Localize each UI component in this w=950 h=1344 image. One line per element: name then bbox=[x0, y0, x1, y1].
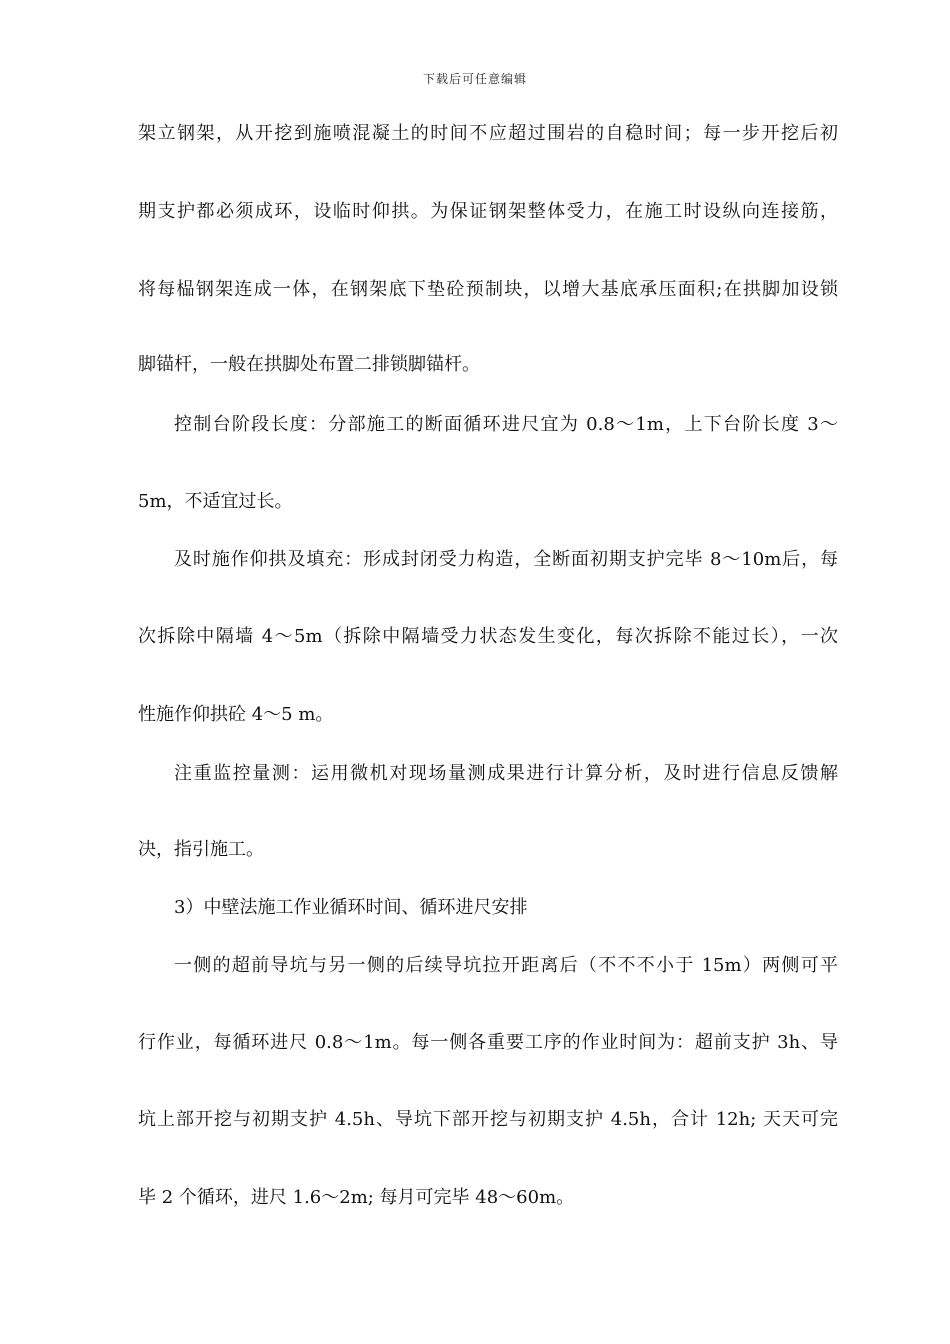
page-header: 下载后可任意编辑 bbox=[422, 72, 527, 86]
section-heading: 3）中壁法施工作业循环时间、循环进尺安排 bbox=[174, 897, 528, 918]
body-line: 期支护都必须成环，设临时仰拱。为保证钢架整体受力，在施工时设纵向连接筋， bbox=[138, 201, 838, 222]
paragraph-line: 及时施作仰拱及填充：形成封闭受力构造，全断面初期支护完毕 8～10m后，每 bbox=[174, 549, 838, 570]
body-line: 坑上部开挖与初期支护 4.5h、导坑下部开挖与初期支护 4.5h，合计 12h; 天天可完 bbox=[138, 1109, 838, 1130]
paragraph-line: 一侧的超前导坑与另一侧的后续导坑拉开距离后（不不不小于 15m）两侧可平 bbox=[174, 955, 838, 976]
paragraph-line: 控制台阶段长度：分部施工的断面循环进尺宜为 0.8～1m，上下台阶长度 3～ bbox=[174, 414, 838, 435]
paragraph-line: 注重监控量测：运用微机对现场量测成果进行计算分析，及时进行信息反馈解 bbox=[174, 763, 838, 784]
body-line: 次拆除中隔墙 4～5m（拆除中隔墙受力状态发生变化，每次拆除不能过长），一次 bbox=[138, 626, 838, 647]
body-line: 决，指引施工。 bbox=[138, 839, 264, 860]
body-line: 架立钢架，从开挖到施喷混凝土的时间不应超过围岩的自稳时间；每一步开挖后初 bbox=[138, 123, 838, 144]
body-line: 性施作仰拱砼 4～5 m。 bbox=[138, 704, 334, 725]
body-line: 行作业，每循环进尺 0.8～1m。每一侧各重要工序的作业时间为：超前支护 3h、导 bbox=[138, 1032, 838, 1053]
body-line: 5m，不适宜过长。 bbox=[138, 491, 293, 512]
body-line: 将每榀钢架连成一体，在钢架底下垫砼预制块，以增大基底承压面积;在拱脚加设锁 bbox=[138, 279, 838, 300]
body-line: 毕 2 个循环，进尺 1.6～2m; 每月可完毕 48～60m。 bbox=[138, 1187, 575, 1208]
body-line: 脚锚杆，一般在拱脚处布置二排锁脚锚杆。 bbox=[138, 354, 480, 375]
